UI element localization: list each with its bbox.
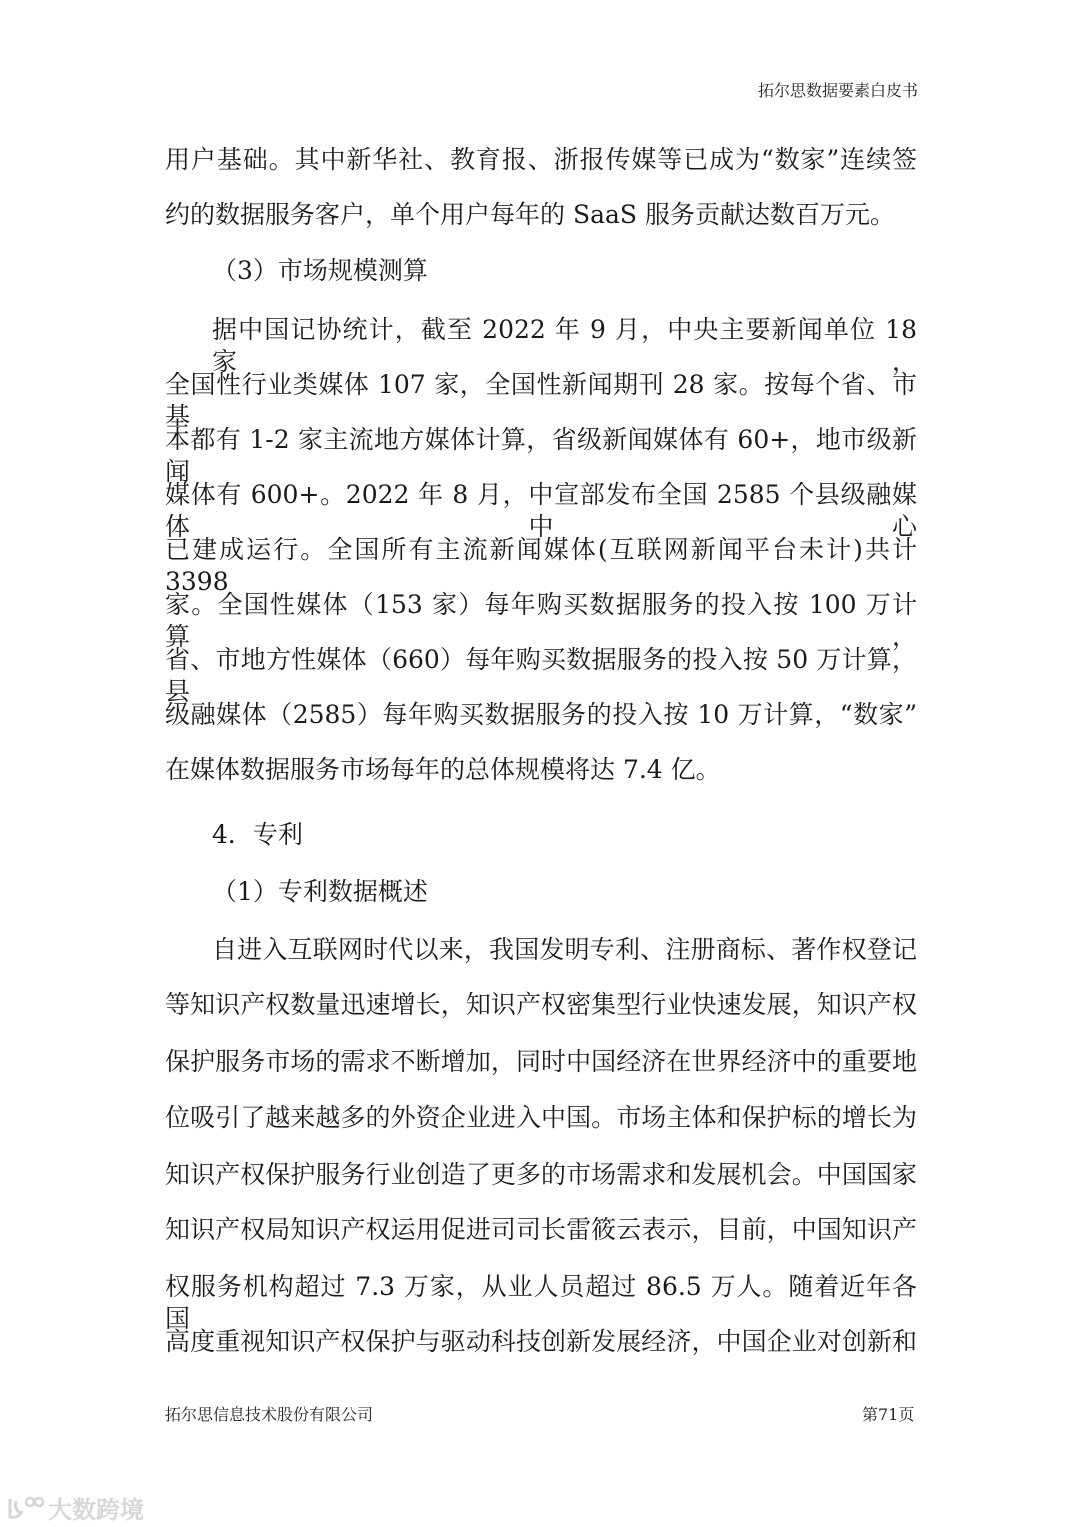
text-line: （3）市场规模测算 xyxy=(212,256,428,285)
text-line: 约的数据服务客户，单个用户每年的 SaaS 服务贡献达数百万元。 xyxy=(165,200,895,229)
text-line: 知识产权局知识产权运用促进司司长雷筱云表示，目前，中国知识产 xyxy=(165,1215,917,1244)
text-line: 本都有 1-2 家主流地方媒体计算，省级新闻媒体有 60+，地市级新闻 xyxy=(165,425,917,486)
footer-company: 拓尔思信息技术股份有限公司 xyxy=(165,1405,374,1424)
running-header: 拓尔思数据要素白皮书 xyxy=(757,81,918,100)
text-line: 媒体有 600+。2022 年 8 月，中宣部发布全国 2585 个县级融媒体中心 xyxy=(165,480,917,541)
text-line: 高度重视知识产权保护与驱动科技创新发展经济，中国企业对创新和 xyxy=(165,1327,917,1356)
text-line: 位吸引了越来越多的外资企业进入中国。市场主体和保护标的增长为 xyxy=(165,1103,917,1132)
text-line: 用户基础。其中新华社、教育报、浙报传媒等已成为“数家”连续签 xyxy=(165,145,917,174)
text-line: （1）专利数据概述 xyxy=(212,877,428,906)
text-line: 在媒体数据服务市场每年的总体规模将达 7.4 亿。 xyxy=(165,755,721,784)
text-line: 知识产权保护服务行业创造了更多的市场需求和发展机会。中国国家 xyxy=(165,1160,917,1189)
watermark xyxy=(6,1490,144,1525)
text-line: 据中国记协统计，截至 2022 年 9 月，中央主要新闻单位 18 家， xyxy=(212,315,917,376)
text-line: 全国性行业类媒体 107 家，全国性新闻期刊 28 家。按每个省、市基 xyxy=(165,370,917,431)
text-line: 权服务机构超过 7.3 万家，从业人员超过 86.5 万人。随着近年各国 xyxy=(165,1272,917,1333)
watermark-text: 大数跨境 xyxy=(48,1496,144,1524)
text-line: 保护服务市场的需求不断增加，同时中国经济在世界经济中的重要地 xyxy=(165,1047,917,1076)
footer-page-number: 第71页 xyxy=(862,1405,915,1424)
text-line: 省、市地方性媒体（660）每年购买数据服务的投入按 50 万计算，县 xyxy=(165,645,917,706)
text-line: 4．专利 xyxy=(212,820,303,849)
text-line: 自进入互联网时代以来，我国发明专利、注册商标、著作权登记 xyxy=(212,935,917,964)
text-line: 等知识产权数量迅速增长，知识产权密集型行业快速发展，知识产权 xyxy=(165,990,917,1019)
watermark-logo-icon xyxy=(6,1495,44,1521)
text-line: 级融媒体（2585）每年购买数据服务的投入按 10 万计算，“数家” xyxy=(165,700,917,729)
text-line: 已建成运行。全国所有主流新闻媒体(互联网新闻平台未计)共计 3398 xyxy=(165,535,917,596)
text-line: 家。全国性媒体（153 家）每年购买数据服务的投入按 100 万计算， xyxy=(165,590,917,651)
